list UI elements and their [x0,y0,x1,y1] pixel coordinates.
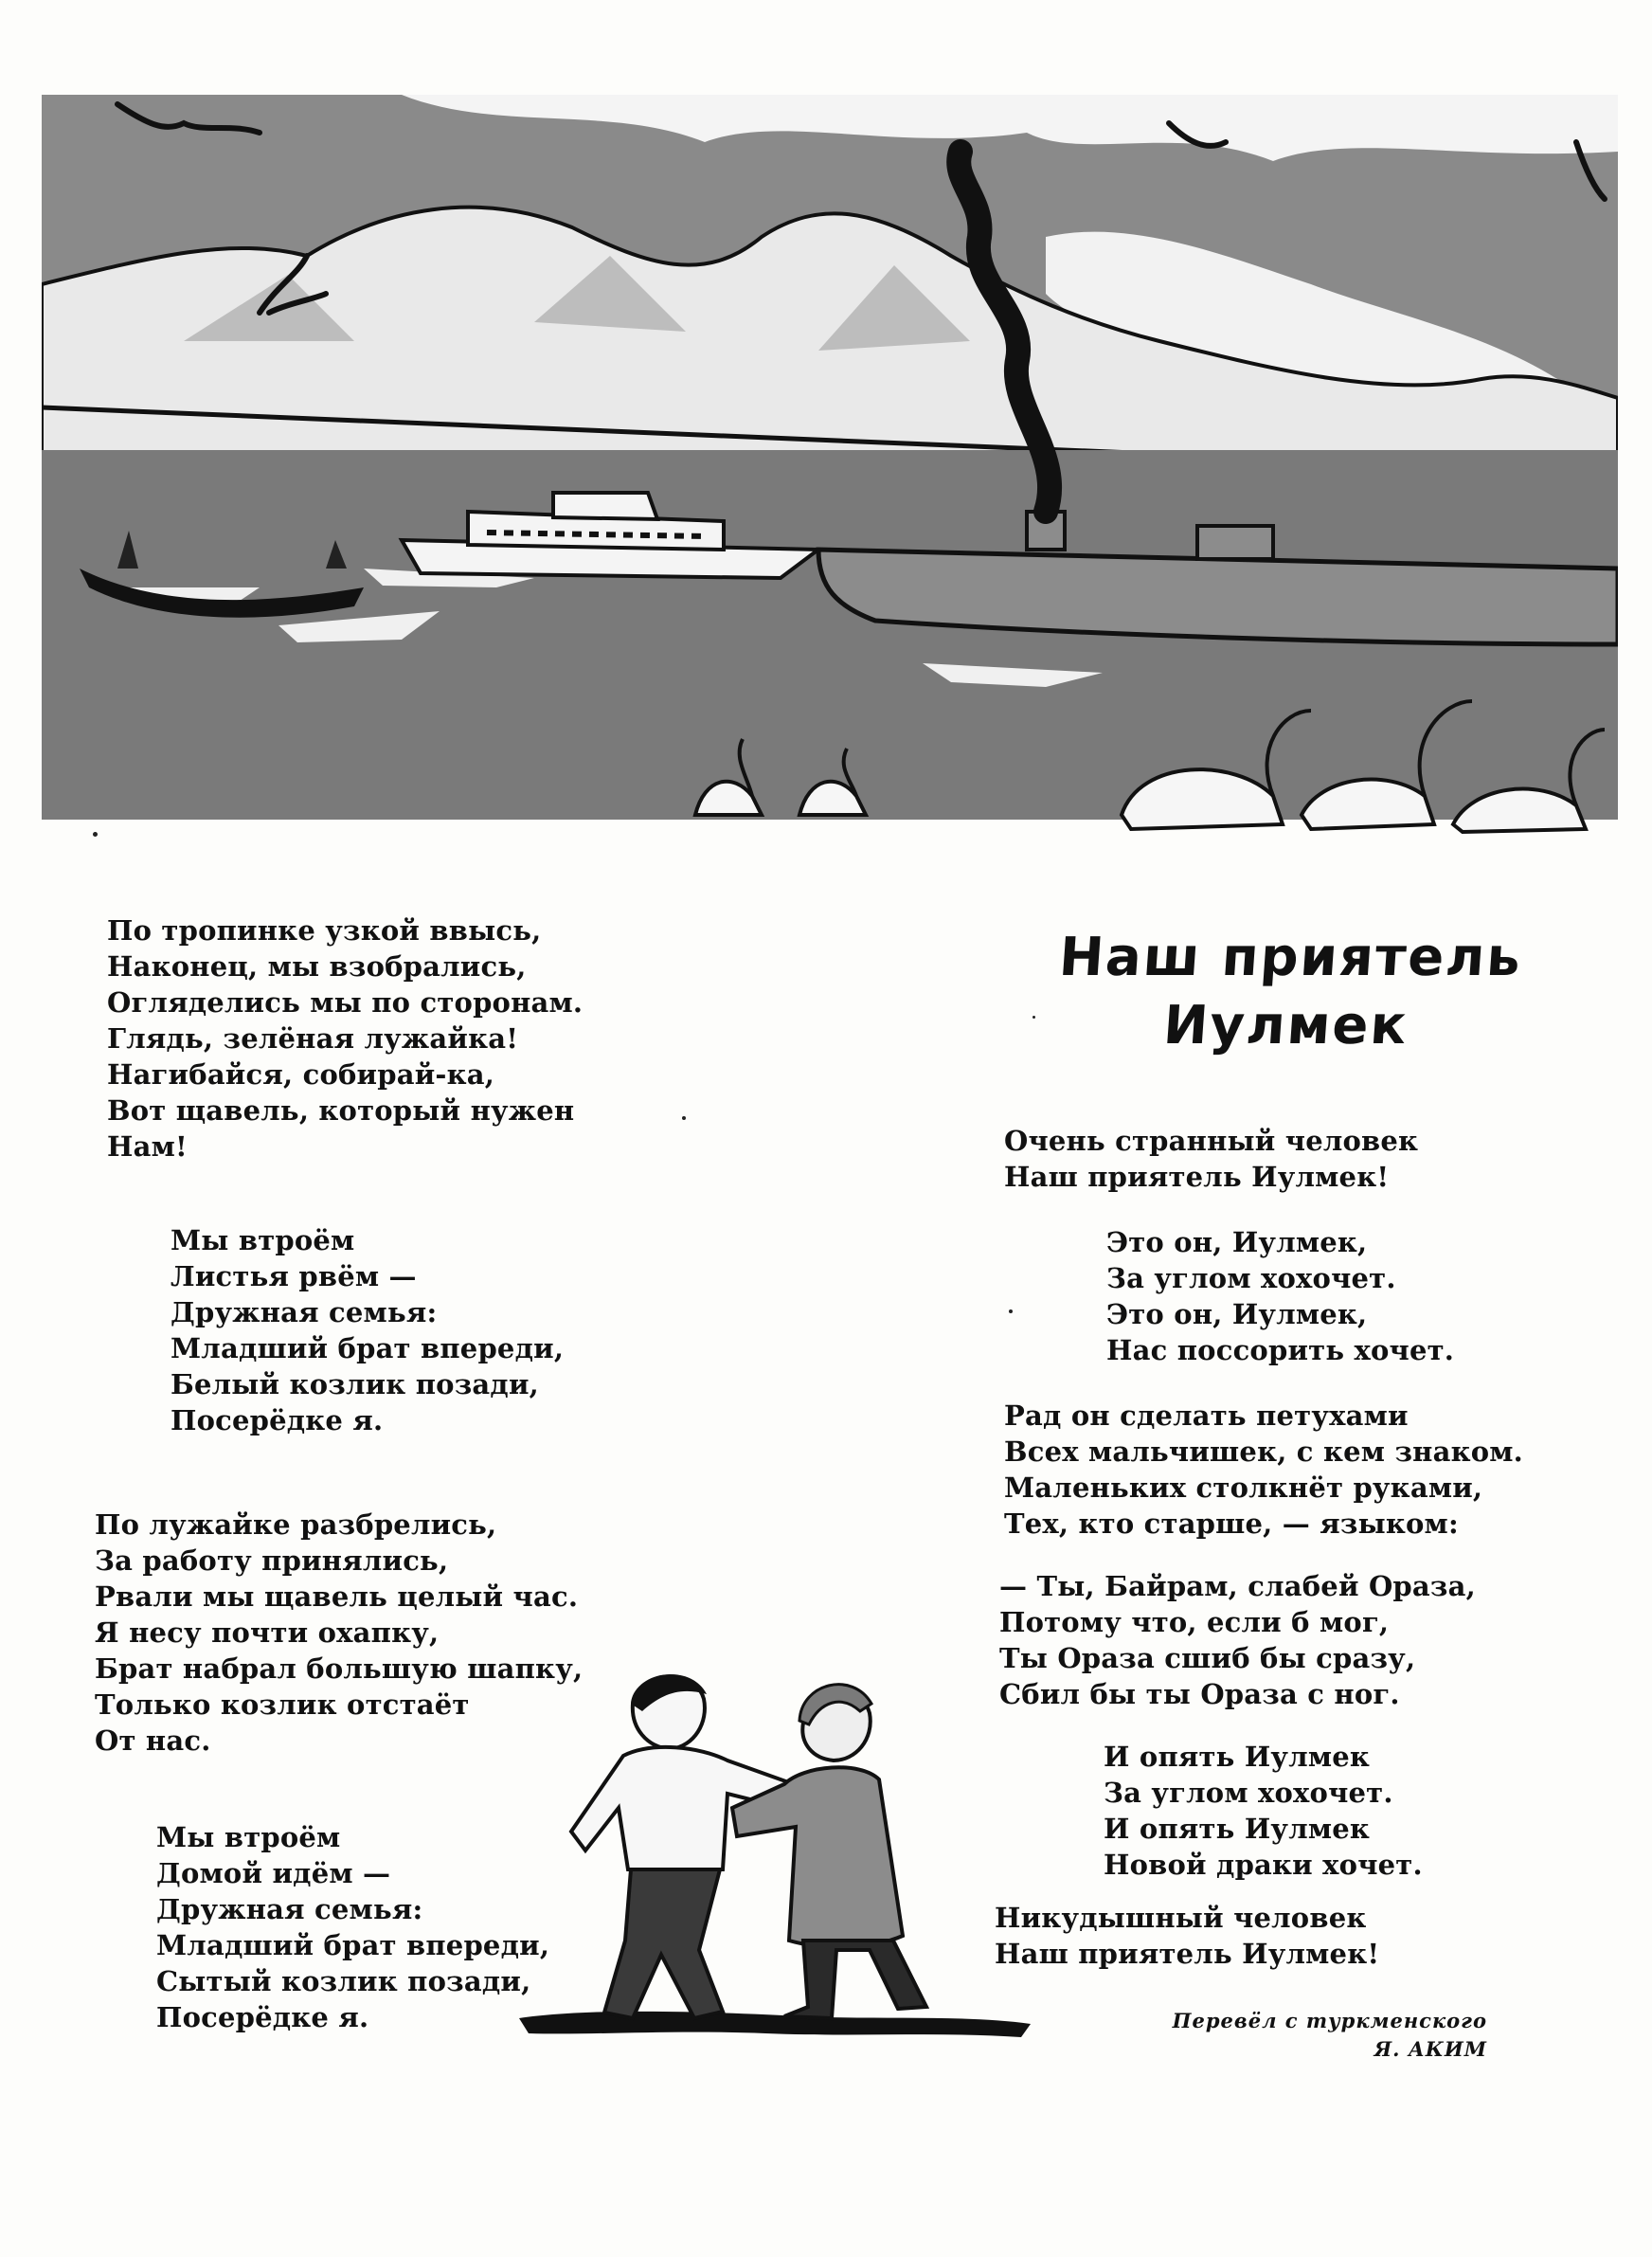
ground-shadow [519,2012,1031,2037]
left-stanza-3-line: За работу принялись, [95,1544,449,1577]
right-stanza-6-line: Наш приятель Иулмек! [995,1938,1380,1970]
left-stanza-2-line: Посерёдке я. [171,1404,384,1436]
right-stanza-5-line: И опять Иулмек [1104,1813,1371,1845]
right-stanza-3-line: Тех, кто старше, — языком: [1004,1508,1459,1540]
left-stanza-4-line: Мы втроём [156,1821,341,1853]
left-stanza-1-line: По тропинке узкой ввысь, [107,914,542,947]
left-stanza-1-line: Огляделись мы по сторонам. [107,986,584,1019]
right-stanza-1 [1004,1123,1418,1195]
scan-speck [93,832,98,837]
scan-speck [682,1116,686,1120]
boy-left [571,1674,794,2018]
left-stanza-1-line: Вот щавель, который нужен [107,1094,575,1127]
left-stanza-3-line: Только козлик отстаёт [95,1688,470,1721]
poem-title [1018,924,1558,1060]
right-stanza-2-line: Нас поссорить хочет. [1106,1334,1455,1366]
left-stanza-1-line: Наконец, мы взобрались, [107,950,527,983]
left-stanza-3 [95,1507,583,1759]
right-stanza-5 [1104,1739,1423,1883]
right-stanza-3-line: Всех мальчишек, с кем знаком. [1004,1435,1523,1468]
left-stanza-2-line: Мы втроём [171,1224,355,1256]
right-stanza-4-line: Ты Ораза сшиб бы сразу, [999,1642,1416,1674]
left-stanza-1-line: Нагибайся, собирай-ка, [107,1058,495,1091]
left-stanza-4-line: Посерёдке я. [156,2001,369,2033]
right-stanza-3-line: Маленьких столкнёт руками, [1004,1472,1483,1504]
right-stanza-1-line: Наш приятель Иулмек! [1004,1161,1390,1193]
right-stanza-2-line: За углом хохочет. [1106,1262,1396,1294]
left-stanza-2-line: Листья рвём — [171,1260,417,1292]
poem-title-line-2: Иулмек [1161,995,1410,1056]
poem-title-line-1: Наш приятель [1057,927,1525,988]
right-stanza-4-line: Потому что, если б мог, [999,1606,1390,1638]
boy-right [732,1685,926,2018]
left-stanza-2 [171,1222,564,1438]
scan-speck [1032,1016,1035,1019]
two-boys-illustration [519,1666,1031,2045]
left-stanza-3-line: Рвали мы щавель целый час. [95,1580,579,1613]
left-stanza-2-line: Дружная семья: [171,1296,438,1328]
sea-mountains-illustration [42,95,1618,843]
left-stanza-3-line: От нас. [95,1724,211,1757]
left-stanza-2-line: Белый козлик позади, [171,1368,539,1400]
right-stanza-4-line: — Ты, Байрам, слабей Ораза, [999,1570,1476,1602]
left-stanza-4-line: Дружная семья: [156,1893,423,1925]
right-stanza-2 [1106,1224,1454,1368]
left-stanza-1-line: Нам! [107,1130,188,1163]
credit-line-1: Перевёл с туркменского [1172,2009,1487,2032]
right-stanza-2-line: Это он, Иулмек, [1106,1298,1368,1330]
left-stanza-1 [107,912,583,1165]
right-stanza-5-line: И опять Иулмек [1104,1741,1371,1773]
left-stanza-2-line: Младший брат впереди, [171,1332,565,1364]
right-stanza-4 [999,1568,1476,1712]
right-stanza-1-line: Очень странный человек [1004,1125,1419,1157]
right-stanza-3 [1004,1398,1523,1542]
left-stanza-1-line: Глядь, зелёная лужайка! [107,1022,519,1055]
right-stanza-6 [995,1900,1379,1972]
left-stanza-3-line: Брат набрал большую шапку, [95,1652,584,1685]
left-stanza-4 [156,1819,549,2035]
right-stanza-6-line: Никудышный человек [995,1902,1367,1934]
left-stanza-3-line: По лужайке разбрелись, [95,1508,497,1541]
credit-line-2: Я. АКИМ [1374,2037,1487,2061]
left-stanza-4-line: Младший брат впереди, [156,1929,550,1961]
right-stanza-5-line: Новой драки хочет. [1104,1849,1423,1881]
right-stanza-3-line: Рад он сделать петухами [1004,1399,1409,1432]
left-stanza-3-line: Я несу почти охапку, [95,1616,440,1649]
right-stanza-5-line: За углом хохочет. [1104,1777,1393,1809]
right-stanza-2-line: Это он, Иулмек, [1106,1226,1368,1258]
right-stanza-4-line: Сбил бы ты Ораза с ног. [999,1678,1400,1710]
left-stanza-4-line: Домой идём — [156,1857,391,1889]
left-stanza-4-line: Сытый козлик позади, [156,1965,531,1997]
scan-speck [1009,1309,1013,1313]
translator-credit [1118,2007,1487,2064]
